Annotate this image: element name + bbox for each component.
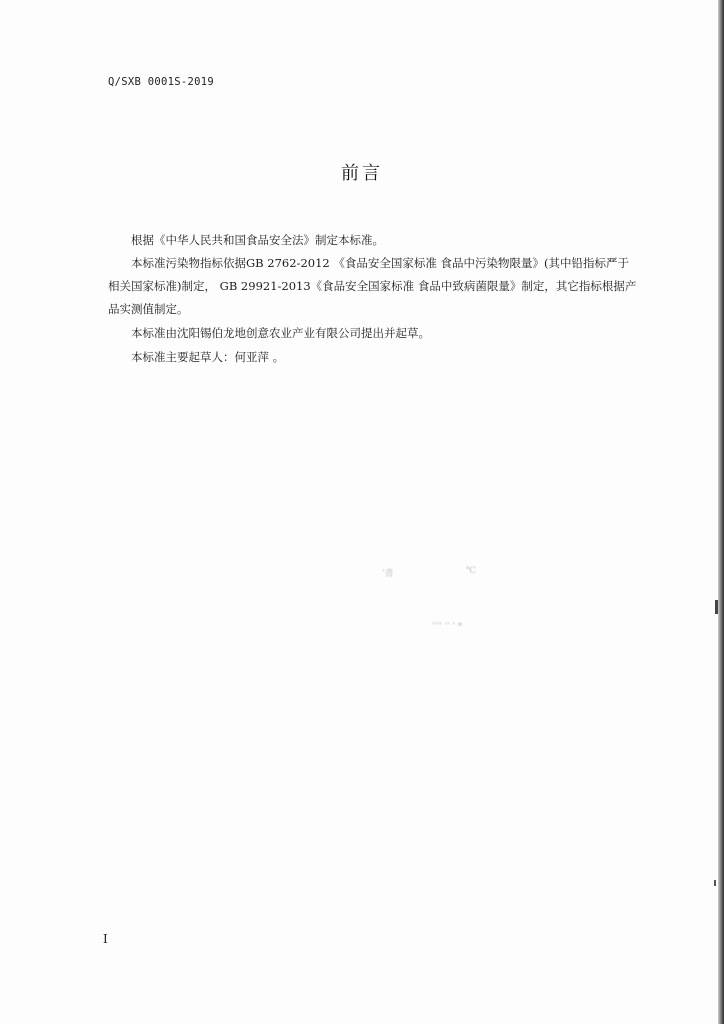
- scan-speck: [714, 880, 716, 886]
- page-number: I: [103, 932, 108, 946]
- stamp-mark: '書: [382, 569, 394, 579]
- paragraph-drafter: 本标准主要起草人：何亚萍 。: [131, 350, 285, 364]
- scan-edge-shadow: [718, 0, 724, 1024]
- standard-code: Q/SXB 0001S-2019: [108, 76, 214, 88]
- paragraph-indicators: 本标准污染物指标依据GB 2762-2012 《食品安全国家标准 食品中污染物限量》(其中铅指标严于相关国家标准)制定， GB 29921-2013《食品安全国家标准 食品中致病菌限量》制定，其它指标根据产品实测值制定。: [108, 256, 637, 316]
- stamp-mark: '''' '' ' *: [432, 622, 463, 632]
- page-title: 前言: [341, 163, 383, 184]
- document-body: [108, 228, 640, 369]
- paragraph-proposer: 本标准由沈阳锡伯龙地创意农业产业有限公司提出并起草。: [131, 326, 430, 340]
- faded-stamp: [370, 560, 550, 650]
- stamp-mark: ℃: [466, 566, 477, 576]
- scan-speck: [715, 600, 718, 614]
- paragraph-legal-basis: 根据《中华人民共和国食品安全法》制定本标准。: [131, 233, 384, 247]
